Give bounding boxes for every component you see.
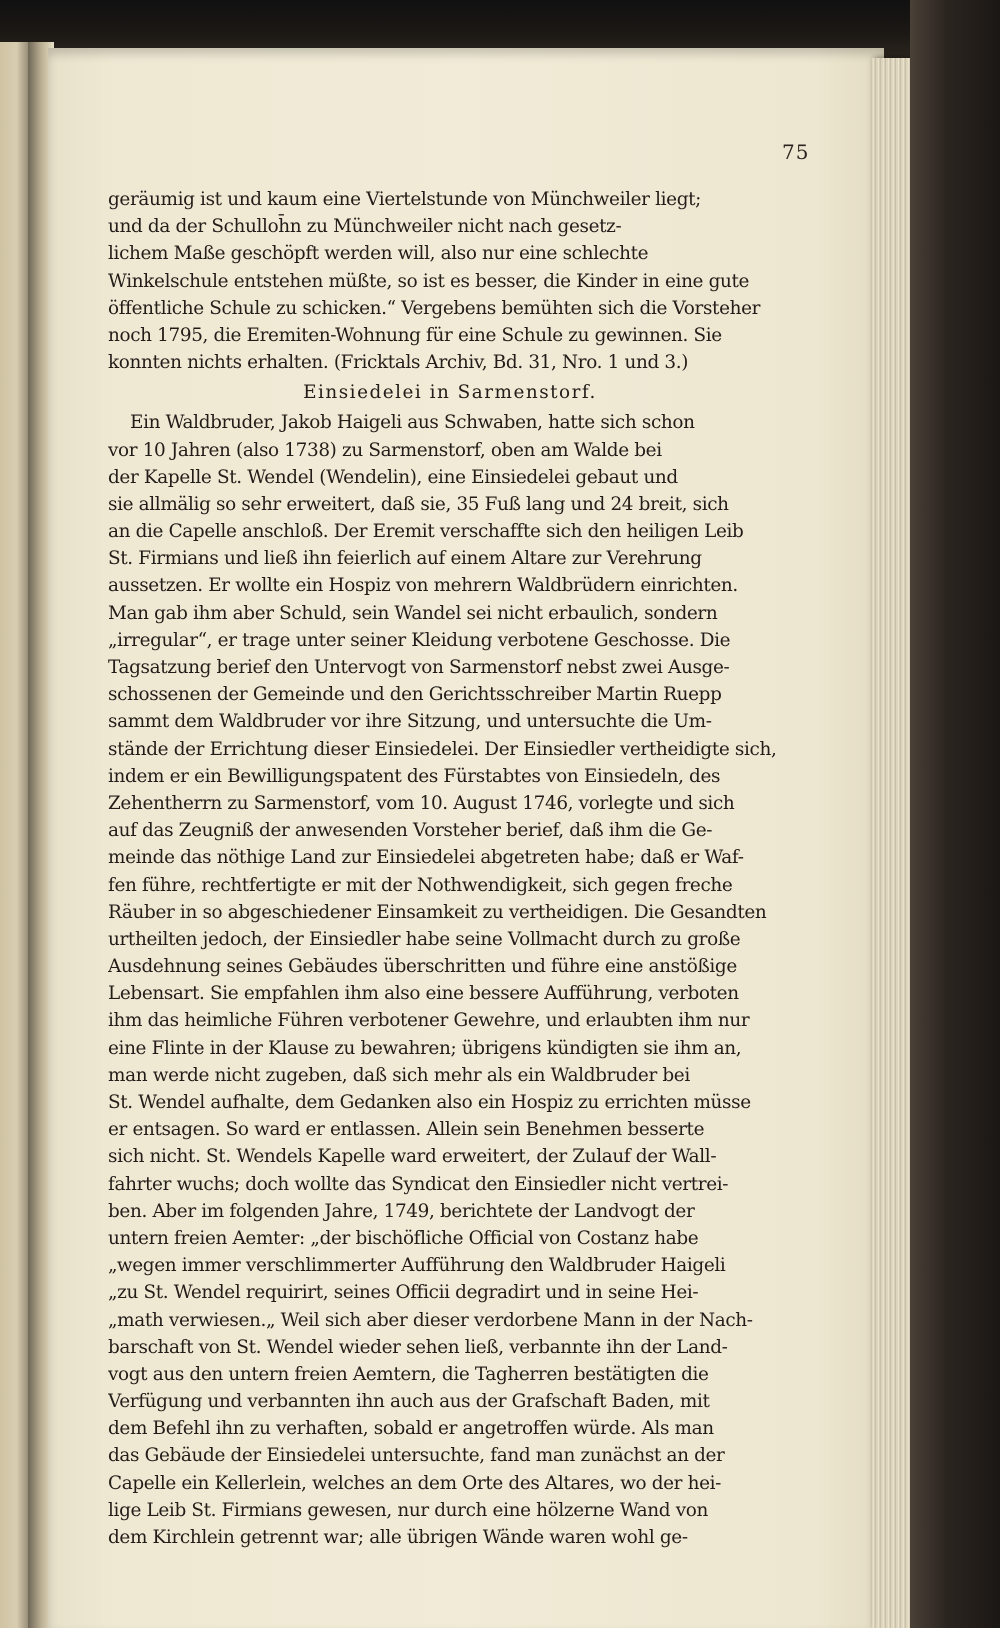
- paragraph-1: [108, 186, 792, 376]
- text-line: auf das Zeugniß der anwesenden Vorsteher berief, daß ihm die Ge-: [108, 820, 713, 842]
- text-line: lige Leib St. Firmians gewesen, nur durch eine hölzerne Wand von: [108, 1499, 708, 1521]
- text-line: der Kapelle St. Wendel (Wendelin), eine Einsiedelei gebaut und: [108, 466, 678, 488]
- text-line: „wegen immer verschlimmerter Aufführung den Waldbruder Haigeli: [108, 1255, 726, 1277]
- scan-background-right: [910, 0, 1000, 1628]
- text-line: Zehentherrn zu Sarmenstorf, vom 10. August 1746, vorlegte und sich: [108, 792, 735, 814]
- text-line: dem Befehl ihn zu verhaften, sobald er angetroffen würde. Als man: [108, 1418, 714, 1440]
- text-line: St. Firmians und ließ ihn feierlich auf einem Altare zur Verehrung: [108, 548, 702, 570]
- text-line: „irregular“, er trage unter seiner Kleidung verbotene Geschosse. Die: [108, 629, 731, 651]
- text-line: man werde nicht zugeben, daß sich mehr als ein Waldbruder bei: [108, 1064, 690, 1086]
- text-line: Man gab ihm aber Schuld, sein Wandel sei nicht erbaulich, sondern: [108, 602, 718, 624]
- text-line: noch 1795, die Eremiten-Wohnung für eine Schule zu gewinnen. Sie: [108, 324, 722, 346]
- text-line: Verfügung und verbannten ihn auch aus der Grafschaft Baden, mit: [108, 1391, 710, 1413]
- text-line: und da der Schulloh̄n zu Münchweiler nicht nach gesetz-: [108, 216, 622, 238]
- text-line: öffentliche Schule zu schicken.“ Vergebens bemühten sich die Vorsteher: [108, 297, 761, 319]
- text-line: Räuber in so abgeschiedener Einsamkeit zu vertheidigen. Die Gesandten: [108, 901, 767, 923]
- text-line: „zu St. Wendel requirirt, seines Officii degradirt und in seine Hei-: [108, 1282, 699, 1304]
- text-line: vor 10 Jahren (also 1738) zu Sarmenstorf, oben am Walde bei: [108, 439, 662, 461]
- text-line: aussetzen. Er wollte ein Hospiz von mehrern Waldbrüdern einrichten.: [108, 575, 738, 597]
- text-line: dem Kirchlein getrennt war; alle übrigen Wände waren wohl ge-: [108, 1527, 688, 1548]
- text-line: fahrter wuchs; doch wollte das Syndicat den Einsiedler nicht vertrei-: [108, 1173, 729, 1195]
- text-line: sammt dem Waldbruder vor ihre Sitzung, und untersuchte die Um-: [108, 711, 712, 733]
- page-number: 75: [782, 140, 810, 164]
- paragraph-2: [108, 409, 792, 1551]
- text-line: er entsagen. So ward er entlassen. Allein sein Benehmen besserte: [108, 1119, 705, 1141]
- section-heading: Einsiedelei in Sarmenstorf.: [303, 382, 597, 404]
- text-line: sie allmälig so sehr erweitert, daß sie, 35 Fuß lang und 24 breit, sich: [108, 493, 729, 515]
- text-line: sich nicht. St. Wendels Kapelle ward erweitert, der Zulauf der Wall-: [108, 1146, 717, 1168]
- body-text: [108, 186, 792, 1551]
- text-line: vogt aus den untern freien Aemtern, die Tagherren bestätigten die: [108, 1363, 709, 1385]
- text-line: untern freien Aemter: „der bischöfliche Official von Costanz habe: [108, 1227, 699, 1249]
- text-line: „math verwiesen.„ Weil sich aber dieser verdorbene Mann in der Nach-: [108, 1309, 753, 1331]
- text-line: Lebensart. Sie empfahlen ihm also eine bessere Aufführung, verboten: [108, 983, 739, 1005]
- text-line: ben. Aber im folgenden Jahre, 1749, berichtete der Landvogt der: [108, 1200, 695, 1222]
- page-stack-edges: [872, 58, 912, 1628]
- text-line: schossenen der Gemeinde und den Gerichtsschreiber Martin Ruepp: [108, 684, 722, 706]
- text-line: Ausdehnung seines Gebäudes überschritten und führe eine anstößige: [108, 956, 737, 978]
- text-line: fen führe, rechtfertigte er mit der Nothwendigkeit, sich gegen freche: [108, 874, 733, 896]
- text-line: geräumig ist und kaum eine Viertelstunde von Münchweiler liegt;: [108, 189, 702, 210]
- text-line: lichem Maße geschöpft werden will, also nur eine schlechte: [108, 243, 649, 265]
- text-line: Capelle ein Kellerlein, welches an dem Orte des Altares, wo der hei-: [108, 1472, 722, 1494]
- text-line: barschaft von St. Wendel wieder sehen ließ, verbannte ihn der Land-: [108, 1336, 728, 1358]
- text-line: St. Wendel aufhalte, dem Gedanken also ein Hospiz zu errichten müsse: [108, 1092, 751, 1113]
- text-line: an die Capelle anschloß. Der Eremit verschaffte sich den heiligen Leib: [108, 521, 744, 543]
- text-line: konnten nichts erhalten. (Fricktals Archiv, Bd. 31, Nro. 1 und 3.): [108, 352, 689, 374]
- facing-page-edge: [0, 42, 30, 1628]
- text-line: urtheilten jedoch, der Einsiedler habe seine Vollmacht durch zu große: [108, 928, 741, 950]
- text-line: ihm das heimliche Führen verbotener Gewehre, und erlaubten ihm nur: [108, 1010, 750, 1032]
- text-line: indem er ein Bewilligungspatent des Fürstabtes von Einsiedeln, des: [108, 765, 721, 787]
- text-line: Tagsatzung berief den Untervogt von Sarmenstorf nebst zwei Ausge-: [108, 657, 730, 678]
- text-line: das Gebäude der Einsiedelei untersuchte, fand man zunächst an der: [108, 1445, 725, 1467]
- text-line: Winkelschule entstehen müßte, so ist es besser, die Kinder in eine gute: [108, 270, 750, 292]
- text-line: meinde das nöthige Land zur Einsiedelei abgetreten habe; daß er Waf-: [108, 847, 744, 869]
- text-line: Ein Waldbruder, Jakob Haigeli aus Schwaben, hatte sich schon: [130, 412, 695, 434]
- text-line: eine Flinte in der Klause zu bewahren; übrigens kündigten sie ihm an,: [108, 1037, 742, 1059]
- text-line: stände der Errichtung dieser Einsiedelei. Der Einsiedler vertheidigte sich,: [108, 738, 777, 760]
